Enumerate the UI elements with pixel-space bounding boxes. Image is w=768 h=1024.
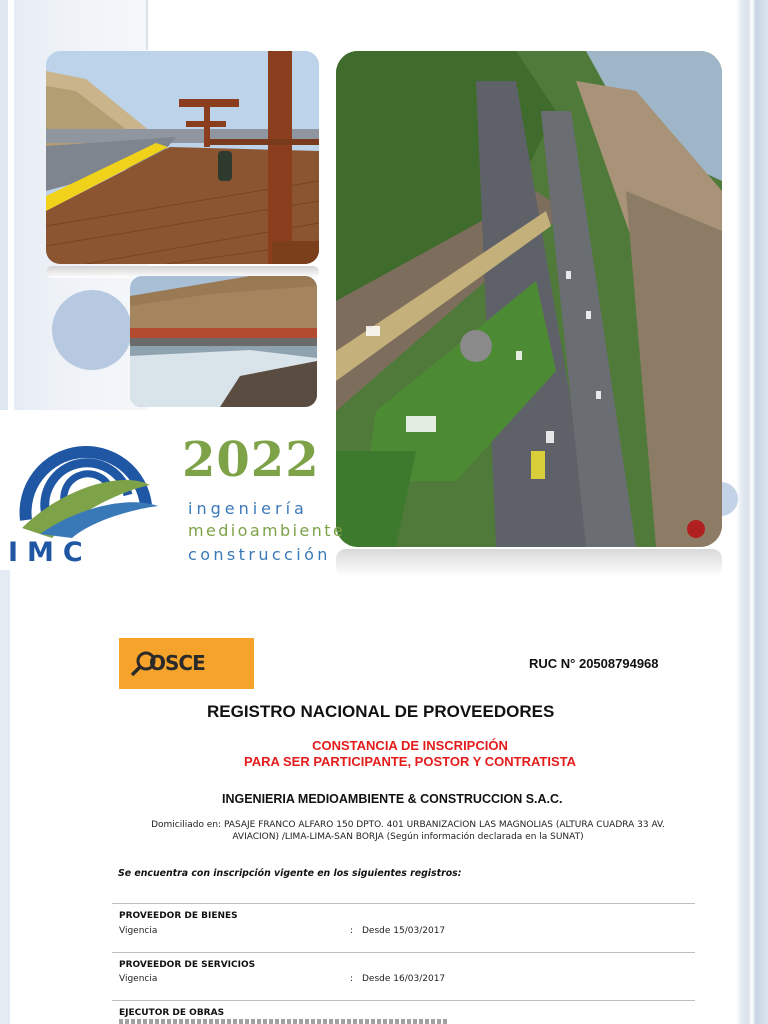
decor-line <box>146 0 148 50</box>
register-name: PROVEEDOR DE BIENES <box>119 911 238 921</box>
tagline-ingenieria: ingeniería <box>188 499 308 518</box>
register-value: Desde 16/03/2017 <box>362 974 446 984</box>
divider <box>112 1000 695 1001</box>
year-label: 2022 <box>182 432 320 488</box>
osce-logo-text: OSCE <box>149 651 205 675</box>
register-colon: : <box>350 974 354 984</box>
imc-logo-text: IMC <box>8 537 92 568</box>
boardwalk-photo <box>46 51 319 264</box>
register-name: EJECUTOR DE OBRAS <box>119 1008 225 1018</box>
coastline-photo <box>130 276 317 407</box>
subtitle-line-2: PARA SER PARTICIPANTE, POSTOR Y CONTRATISTA <box>243 754 576 769</box>
osce-logo <box>119 638 254 689</box>
register-value: Desde 15/03/2017 <box>362 926 446 936</box>
register-label: Vigencia <box>119 974 158 984</box>
ruc-number: RUC N° 20508794968 <box>529 656 659 671</box>
divider <box>112 952 695 953</box>
registers-intro: Se encuentra con inscripción vigente en los siguientes registros: <box>118 868 462 879</box>
decor-circle <box>52 290 132 370</box>
imc-swirl-icon <box>0 410 178 540</box>
document-title: REGISTRO NACIONAL DE PROVEEDORES <box>207 702 555 721</box>
register-colon: : <box>350 926 354 936</box>
photo-reflection-large <box>336 549 722 577</box>
cut-off-text-line <box>119 1019 449 1024</box>
register-name: PROVEEDOR DE SERVICIOS <box>119 960 256 970</box>
company-address: Domiciliado en: PASAJE FRANCO ALFARO 150 DPTO. 401 URBANIZACION LAS MAGNOLIAS (ALTURA CUADRA 33 AV. AVIACION) /LIMA-LIMA-SAN BORJA (Según información declarada en la SUNAT) <box>151 820 665 842</box>
highway-aerial-photo <box>336 51 722 547</box>
register-label: Vigencia <box>119 926 158 936</box>
right-decor-band <box>736 0 768 1024</box>
company-name: INGENIERIA MEDIOAMBIENTE & CONSTRUCCION S.A.C. <box>222 792 563 806</box>
subtitle-line-1: CONSTANCIA DE INSCRIPCIÓN <box>312 738 508 753</box>
tagline-medioambiente: medioambiente <box>188 521 346 540</box>
tagline-construccion: construcción <box>188 545 331 564</box>
divider <box>112 903 695 904</box>
